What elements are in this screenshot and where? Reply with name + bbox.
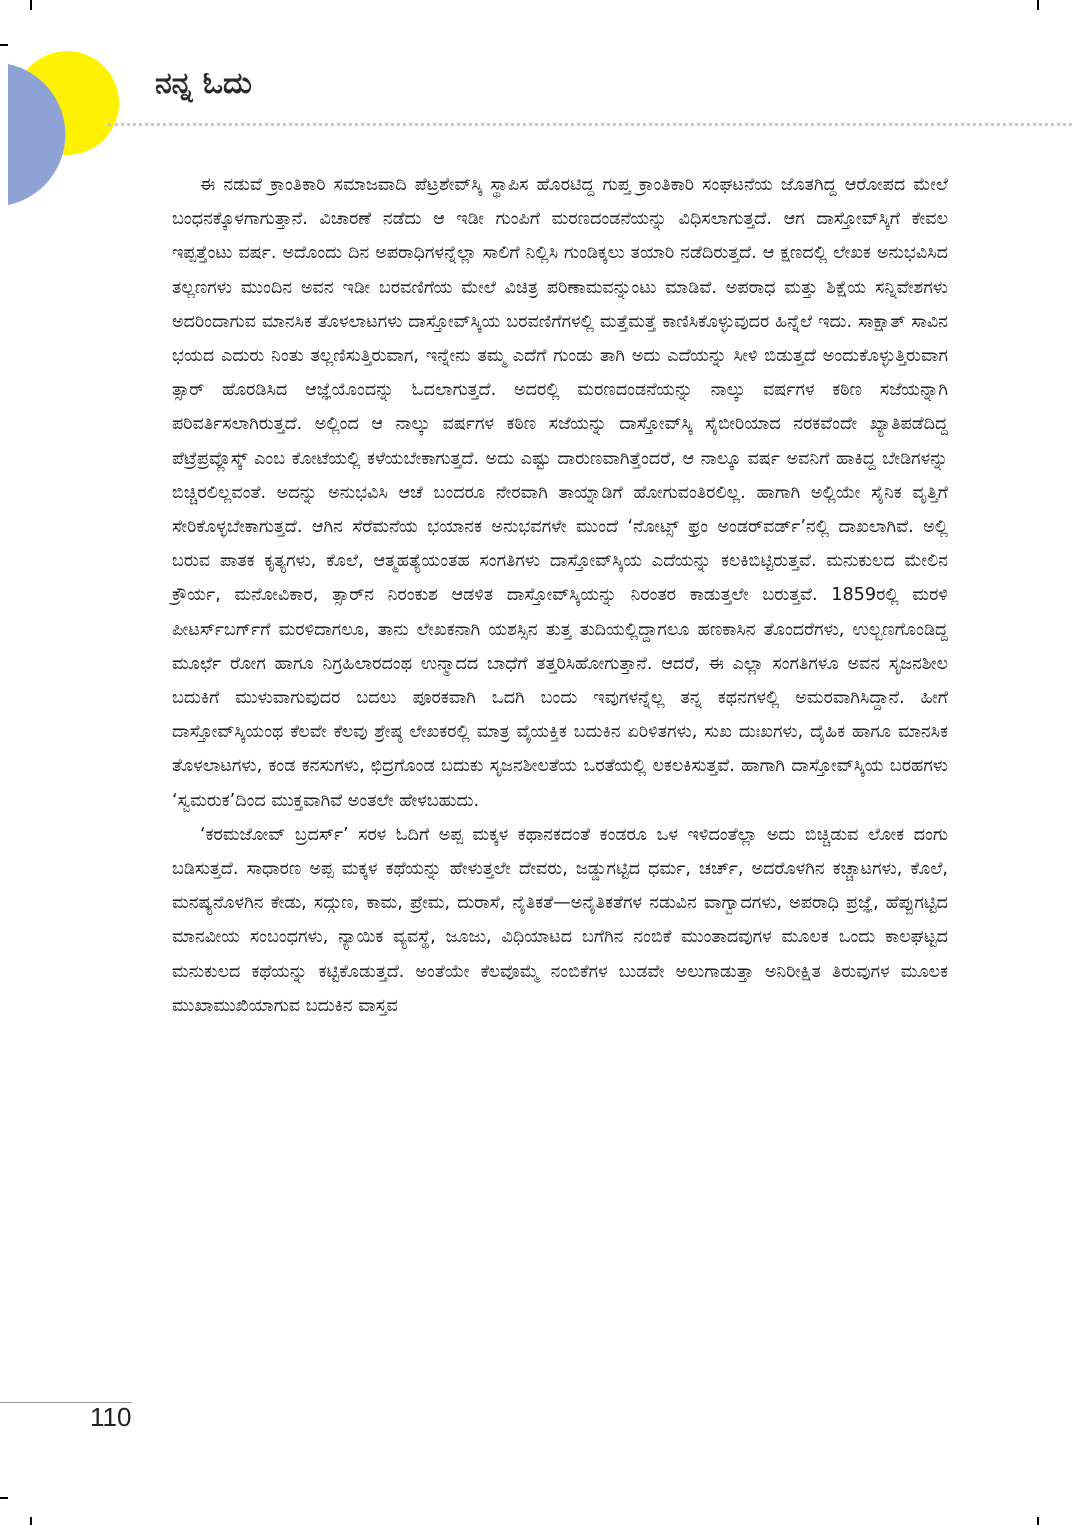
crop-mark-left-lower	[0, 1497, 8, 1499]
paragraph-1: ಈ ನಡುವೆ ಕ್ರಾಂತಿಕಾರಿ ಸಮಾಜವಾದಿ ಪೆಟ್ರಶೇವ್‌ಸ್ಕಿ ಸ್ಥಾಪಿಸ ಹೊರಟಿದ್ದ ಗುಪ್ತ ಕ್ರಾಂತಿಕಾರಿ ಸಂಘಟನೆಯ ಜೊತಗಿದ್ದ ಆರೋಪದ ಮೇಲೆ ಬಂಧನಕ್ಕೊಳಗಾಗುತ್ತಾನೆ. ವಿಚಾರಣೆ ನಡೆದು ಆ ಇಡೀ ಗುಂಪಿಗೆ ಮರಣದಂಡನೆಯನ್ನು ವಿಧಿಸಲಾಗುತ್ತದೆ. ಆಗ ದಾಸ್ತೋವ್‌ಸ್ಕಿಗೆ ಕೇವಲ ಇಪ್ಪತ್ತೆಂಟು ವರ್ಷ. ಅದೊಂದು ದಿನ ಅಪರಾಧಿಗಳನ್ನೆಲ್ಲಾ ಸಾಲಿಗೆ ನಿಲ್ಲಿಸಿ ಗುಂಡಿಕ್ಕಲು ತಯಾರಿ ನಡೆದಿರುತ್ತದೆ. ಆ ಕ್ಷಣದಲ್ಲಿ ಲೇಖಕ ಅನುಭವಿಸಿದ ತಲ್ಲಣಗಳು ಮುಂದಿನ ಅವನ ಇಡೀ ಬರವಣಿಗೆಯ ಮೇಲೆ ವಿಚಿತ್ರ ಪರಿಣಾಮವನ್ನುಂಟು ಮಾಡಿವೆ. ಅಪರಾಧ ಮತ್ತು ಶಿಕ್ಷೆಯ ಸನ್ನಿವೇಶಗಳು ಅದರಿಂದಾಗುವ ಮಾನಸಿಕ ತೊಳಲಾಟಗಳು ದಾಸ್ತೋವ್‌ಸ್ಕಿಯ ಬರವಣಿಗೆಗಳಲ್ಲಿ ಮತ್ತೆಮತ್ತೆ ಕಾಣಿಸಿಕೊಳ್ಳುವುದರ ಹಿನ್ನೆಲೆ ಇದು. ಸಾಕ್ಷಾತ್ ಸಾವಿನ ಭಯದ ಎದುರು ನಿಂತು ತಲ್ಲಣಿಸುತ್ತಿರುವಾಗ, ಇನ್ನೇನು ತಮ್ಮ ಎದೆಗೆ ಗುಂಡು ತಾಗಿ ಅದು ಎದೆಯನ್ನು ಸೀಳಿ ಬಿಡುತ್ತದೆ ಅಂದುಕೊಳ್ಳುತ್ತಿರುವಾಗ ತ್ಸಾರ್ ಹೊರಡಿಸಿದ ಆಜ್ಞೆಯೊಂದನ್ನು ಓದಲಾಗುತ್ತದೆ. ಅದರಲ್ಲಿ ಮರಣದಂಡನೆಯನ್ನು ನಾಲ್ಕು ವರ್ಷಗಳ ಕಠಿಣ ಸಜೆಯನ್ನಾಗಿ ಪರಿವರ್ತಿಸಲಾಗಿರುತ್ತದೆ. ಅಲ್ಲಿಂದ ಆ ನಾಲ್ಕು ವರ್ಷಗಳ ಕಠಿಣ ಸಜೆಯನ್ನು ದಾಸ್ತೋವ್‌ಸ್ಕಿ ಸೈಬೀರಿಯಾದ ನರಕವೆಂದೇ ಖ್ಯಾತಿಪಡೆದಿದ್ದ ಪೆಟ್ರೆಪ್ರವ್ಲೊಸ್ಕ್ ಎಂಬ ಕೋಟೆಯಲ್ಲಿ ಕಳೆಯಬೇಕಾಗುತ್ತದೆ. ಅದು ಎಷ್ಟು ದಾರುಣವಾಗಿತ್ತೆಂದರೆ, ಆ ನಾಲ್ಕೂ ವರ್ಷ ಅವನಿಗೆ ಹಾಕಿದ್ದ ಬೇಡಿಗಳನ್ನು ಬಿಚ್ಚಿರಲಿಲ್ಲವಂತೆ. ಅದನ್ನು ಅನುಭವಿಸಿ ಆಚೆ ಬಂದರೂ ನೇರವಾಗಿ ತಾಯ್ನಾಡಿಗೆ ಹೋಗುವಂತಿರಲಿಲ್ಲ. ಹಾಗಾಗಿ ಅಲ್ಲಿಯೇ ಸೈನಿಕ ವೃತ್ತಿಗೆ ಸೇರಿಕೊಳ್ಳಬೇಕಾಗುತ್ತದೆ. ಆಗಿನ ಸೆರೆಮನೆಯ ಭಯಾನಕ ಅನುಭವಗಳೇ ಮುಂದೆ ‘ನೋಟ್ಸ್ ಫ್ರಂ ಅಂಡರ್‌ವರ್ಡ್’ನಲ್ಲಿ ದಾಖಲಾಗಿವೆ. ಅಲ್ಲಿ ಬರುವ ಪಾತಕ ಕೃತ್ಯಗಳು, ಕೊಲೆ, ಆತ್ಮಹತ್ಯೆಯಂತಹ ಸಂಗತಿಗಳು ದಾಸ್ತೋವ್‌ಸ್ಕಿಯ ಎದೆಯನ್ನು ಕಲಕಿಬಿಟ್ಟಿರುತ್ತವೆ. ಮನುಕುಲದ ಮೇಲಿನ ಕ್ರೌರ್ಯ, ಮನೋವಿಕಾರ, ತ್ಸಾರ್‌ನ ನಿರಂಕುಶ ಆಡಳಿತ ದಾಸ್ತೋವ್‌ಸ್ಕಿಯನ್ನು ನಿರಂತರ ಕಾಡುತ್ತಲೇ ಬರುತ್ತವೆ. 1859ರಲ್ಲಿ ಮರಳಿ ಪೀಟರ್ಸ್‌ಬರ್ಗ್‌ಗೆ ಮರಳಿದಾಗಲೂ, ತಾನು ಲೇಖಕನಾಗಿ ಯಶಸ್ಸಿನ ತುತ್ತ ತುದಿಯಲ್ಲಿದ್ದಾಗಲೂ ಹಣಕಾಸಿನ ತೊಂದರೆಗಳು, ಉಲ್ಬಣಗೊಂಡಿದ್ದ ಮೂರ್ಛೆ ರೋಗ ಹಾಗೂ ನಿಗ್ರಹಿಲಾರದಂಥ ಉನ್ಮಾದದ ಬಾಧೆಗೆ ತತ್ತರಿಸಿಹೋಗುತ್ತಾನೆ. ಆದರೆ, ಈ ಎಲ್ಲಾ ಸಂಗತಿಗಳೂ ಅವನ ಸೃಜನಶೀಲ ಬದುಕಿಗೆ ಮುಳುವಾಗುವುದರ ಬದಲು ಪೂರಕವಾಗಿ ಒದಗಿ ಬಂದು ಇವುಗಳನ್ನೆಲ್ಲ ತನ್ನ ಕಥನಗಳಲ್ಲಿ ಅಮರವಾಗಿಸಿದ್ದಾನೆ. ಹೀಗೆ ದಾಸ್ತೋವ್‌ಸ್ಕಿಯಂಥ ಕೆಲವೇ ಕೆಲವು ಶ್ರೇಷ್ಠ ಲೇಖಕರಲ್ಲಿ ಮಾತ್ರ ವೈಯಕ್ತಿಕ ಬದುಕಿನ ಏರಿಳಿತಗಳು, ಸುಖ ದುಃಖಗಳು, ದೈಹಿಕ ಹಾಗೂ ಮಾನಸಿಕ ತೊಳಲಾಟಗಳು, ಕಂಡ ಕನಸುಗಳು, ಛಿದ್ರಗೊಂಡ ಬದುಕು ಸೃಜನಶೀಲತೆಯ ಒರತೆಯಲ್ಲಿ ಲಕಲಕಿಸುತ್ತವೆ. ಹಾಗಾಗಿ ದಾಸ್ತೋವ್‌ಸ್ಕಿಯ ಬರಹಗಳು ‘ಸ್ವಮರುಕ’ದಿಂದ ಮುಕ್ತವಾಗಿವೆ ಅಂತಲೇ ಹೇಳಬಹುದು.	[172, 175, 948, 811]
crop-mark-bottom-right	[1037, 1517, 1039, 1525]
page-header-title: ನನ್ನ ಓದು	[155, 66, 252, 101]
decorative-circles	[0, 0, 130, 220]
header-dotted-rule	[108, 123, 1072, 126]
paragraph-2: ‘ಕರಮಜೋವ್ ಬ್ರದರ್ಸ್’ ಸರಳ ಓದಿಗೆ ಅಪ್ಪ ಮಕ್ಕಳ ಕಥಾನಕದಂತೆ ಕಂಡರೂ ಒಳ ಇಳಿದಂತೆಲ್ಲಾ ಅದು ಬಿಚ್ಚಿಡುವ ಲೋಕ ದಂಗು ಬಡಿಸುತ್ತದೆ. ಸಾಧಾರಣ ಅಪ್ಪ ಮಕ್ಕಳ ಕಥೆಯನ್ನು ಹೇಳುತ್ತಲೇ ದೇವರು, ಜಡ್ಡುಗಟ್ಟಿದ ಧರ್ಮ, ಚರ್ಚ್, ಅದರೊಳಗಿನ ಕಚ್ಚಾಟಗಳು, ಕೊಲೆ, ಮನಷ್ಯನೊಳಗಿನ ಕೇಡು, ಸದ್ಗುಣ, ಕಾಮ, ಪ್ರೇಮ, ದುರಾಸೆ, ನೈತಿಕತೆ—ಅನೈತಿಕತೆಗಳ ನಡುವಿನ ವಾಗ್ವಾದಗಳು, ಅಪರಾಧಿ ಪ್ರಜ್ಞೆ, ಹೆಪ್ಪುಗಟ್ಟಿದ ಮಾನವೀಯ ಸಂಬಂಧಗಳು, ನ್ಯಾಯಿಕ ವ್ಯವಸ್ಥೆ, ಜೂಜು, ವಿಧಿಯಾಟದ ಬಗೆಗಿನ ನಂಬಿಕೆ ಮುಂತಾದವುಗಳ ಮೂಲಕ ಒಂದು ಕಾಲಘಟ್ಟದ ಮನುಕುಲದ ಕಥೆಯನ್ನು ಕಟ್ಟಿಕೊಡುತ್ತದೆ. ಅಂತೆಯೇ ಕೆಲವೊಮ್ಮೆ ನಂಬಿಕೆಗಳ ಬುಡವೇ ಅಲುಗಾಡುತ್ತಾ ಅನಿರೀಕ್ಷಿತ ತಿರುವುಗಳ ಮೂಲಕ ಮುಖಾಮುಖಿಯಾಗುವ ಬದುಕಿನ ವಾಸ್ತವ	[172, 824, 948, 1016]
crop-mark-top-right	[1037, 0, 1039, 10]
article-body	[172, 168, 948, 1023]
page-number: 110	[90, 1402, 132, 1432]
crop-mark-bottom-left	[30, 1517, 32, 1525]
